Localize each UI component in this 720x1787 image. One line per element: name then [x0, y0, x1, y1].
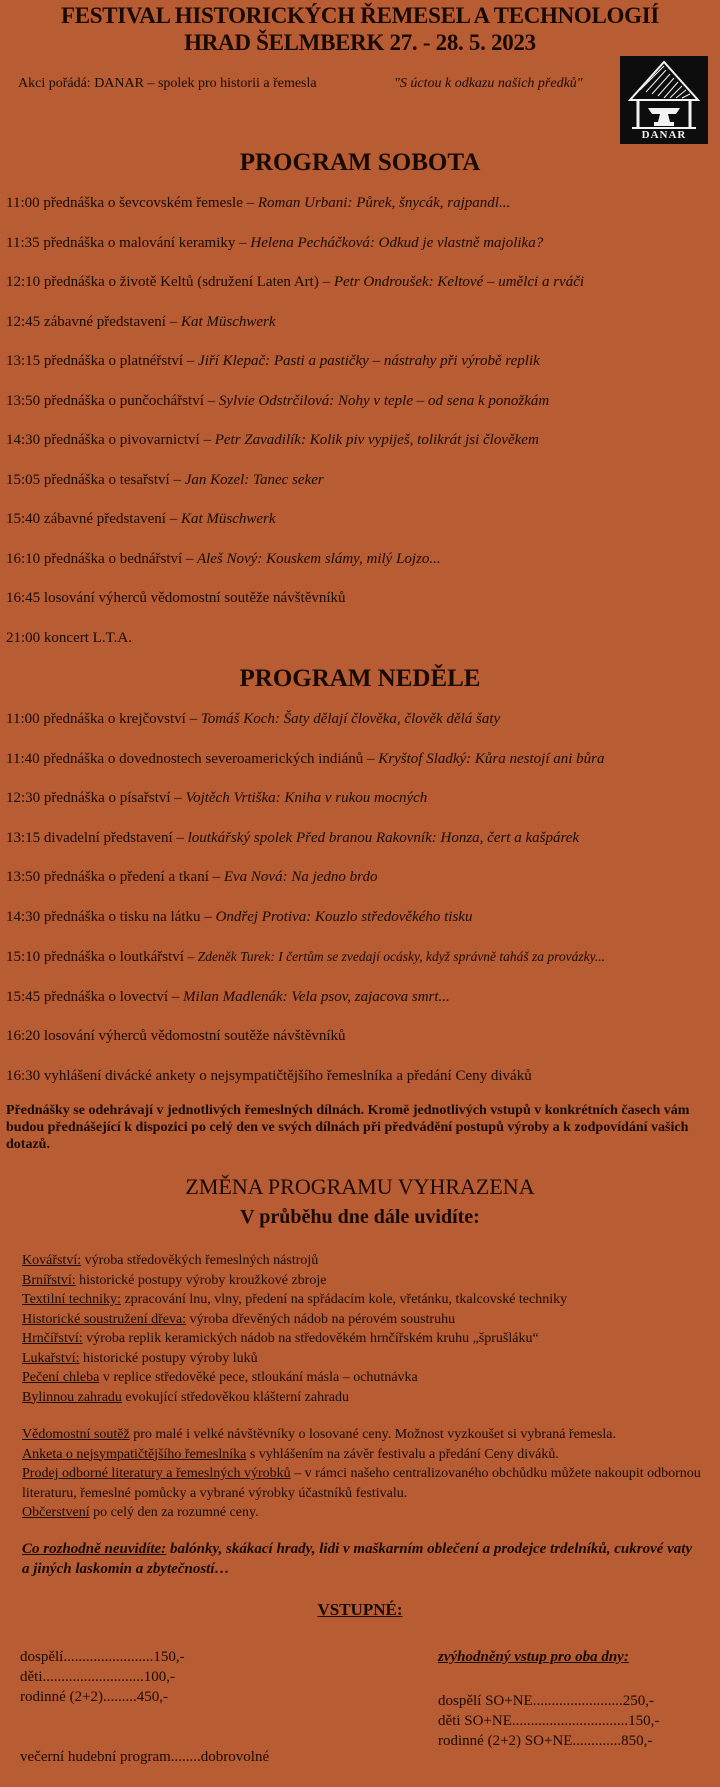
- program-event: přednáška o tisku na látku: [43, 908, 201, 925]
- workshop-note: Přednášky se odehrávají v jednotlivých řemeslných dílnách. Kromě jednotlivých vstupů v konkrétních časech vám budou přednášející k dispozici po celý den ve svých dílnách při předvádění postupů výroby a k zodpovídání vašich dotazů.: [6, 1103, 690, 1152]
- program-item: [6, 1057, 714, 1097]
- program-event: zábavné představení: [43, 313, 166, 330]
- program-time: 15:10: [6, 949, 41, 965]
- program-event: přednáška o malování keramiky: [43, 234, 236, 251]
- price-child: děti...........................100,-: [20, 1668, 175, 1685]
- program-event: přednáška o pivovarnictví: [43, 432, 200, 448]
- crafts-item-name: Textilní techniky:: [22, 1292, 121, 1307]
- extras-item-name: Občerstvení: [22, 1505, 90, 1520]
- program-item: [6, 740, 714, 780]
- program-time: 16:20: [6, 1028, 41, 1044]
- program-speaker: – Sylvie Odstrčilová: Nohy v teple – od sena k ponožkám: [207, 392, 550, 409]
- combo-title: zvýhodněný vstup pro oba dny:: [438, 1648, 629, 1665]
- sunday-program-list: [6, 700, 714, 1096]
- crafts-item: [22, 1388, 714, 1408]
- crafts-item-name: Bylinnou zahradu: [22, 1389, 122, 1405]
- program-time: 11:35: [6, 234, 40, 251]
- crafts-item-name: Brnířství:: [22, 1272, 76, 1288]
- program-item: [6, 978, 714, 1018]
- program-speaker: – Vojtěch Vrtiška: Kniha v rukou mocných: [174, 790, 428, 806]
- program-item: [6, 898, 714, 938]
- program-time: 16:30: [6, 1067, 41, 1084]
- extras-item: [22, 1464, 714, 1503]
- program-event: přednáška o životě Keltů (sdružení Laten Art): [43, 274, 319, 290]
- program-time: 14:30: [6, 432, 41, 448]
- program-time: 15:45: [6, 988, 41, 1005]
- program-speaker: – Eva Nová: Na jedno brdo: [212, 869, 378, 885]
- program-event: přednáška o platnéřství: [43, 353, 184, 369]
- program-time: 13:15: [6, 829, 41, 846]
- program-event: přednáška o bednářství: [43, 550, 183, 567]
- combo-prices: [438, 1647, 659, 1751]
- program-time: 12:30: [6, 790, 41, 806]
- not-see-lead: Co rozhodně neuvidíte:: [22, 1540, 167, 1557]
- program-item: [6, 303, 714, 343]
- crafts-item: [22, 1271, 714, 1291]
- crafts-item-desc: zpracování lnu, vlny, předení na spřádacím kole, vřetánku, tkalcovské techniky: [120, 1292, 568, 1307]
- program-item: [6, 700, 714, 740]
- program-item: [6, 579, 714, 619]
- program-time: 21:00: [6, 629, 41, 646]
- program-event: koncert L.T.A.: [43, 629, 132, 646]
- program-event: přednáška o punčochářství: [43, 392, 204, 409]
- festival-title: FESTIVAL HISTORICKÝCH ŘEMESEL A TECHNOLOGIÍ: [60, 3, 660, 28]
- program-item: [6, 1017, 714, 1057]
- program-time: 12:45: [6, 313, 41, 330]
- program-speaker: – Zdeněk Turek: I čertům se zvedají ocásky, když správně taháš za provázky...: [187, 949, 606, 964]
- program-speaker: – Kryštof Sladký: Kůra nestojí ani bůra: [367, 750, 605, 767]
- program-time: 15:05: [6, 471, 41, 488]
- crafts-item-desc: výroba replik keramických nádob na středověkém hrnčířském kruhu „šprušláku“: [82, 1331, 539, 1346]
- price-evening: večerní hudební program........dobrovolné: [20, 1748, 270, 1765]
- program-event: divadelní představení –: [43, 829, 184, 846]
- crafts-item-desc: výroba středověkých řemeslných nástrojů: [81, 1253, 319, 1268]
- program-speaker: – Kat Müschwerk: [169, 511, 276, 527]
- program-speaker: – Petr Ondroušek: Keltové – umělci a rváči: [322, 274, 585, 290]
- saturday-heading: PROGRAM SOBOTA: [239, 149, 481, 176]
- program-item: [6, 500, 714, 540]
- crafts-item-name: Hrnčířství:: [22, 1331, 83, 1346]
- organizer-text: Akci pořádá: DANAR – spolek pro historii a řemesla: [18, 76, 317, 91]
- program-speaker: – Jan Kozel: Tanec seker: [173, 471, 324, 488]
- festival-subtitle: HRAD ŠELMBERK 27. - 28. 5. 2023: [184, 30, 536, 55]
- crafts-item-name: Historické soustružení dřeva:: [22, 1311, 187, 1327]
- program-item: [6, 461, 714, 501]
- crafts-item-name: Pečení chleba: [22, 1370, 100, 1385]
- crafts-item-desc: historické postupy výroby luků: [79, 1350, 258, 1366]
- extras-list: [6, 1425, 714, 1523]
- program-event: přednáška o tesařství: [43, 471, 170, 488]
- crafts-item: [22, 1329, 714, 1349]
- program-event: přednáška o krejčovství: [43, 711, 186, 727]
- extras-item-desc: – v rámci našeho centralizovaného obchůdku můžete nakoupit odbornou literaturu, řemeslné pomůcky a vybrané výrobky účastníků festivalu.: [22, 1466, 701, 1501]
- also-see-heading: V průběhu dne dále uvidíte:: [240, 1206, 480, 1228]
- program-speaker: – Jiří Klepač: Pasti a pastičky – nástrahy při výrobě replik: [186, 353, 540, 369]
- crafts-item: [22, 1290, 714, 1310]
- crafts-item-name: Lukařství:: [22, 1350, 80, 1366]
- program-item: [6, 184, 714, 224]
- craft-list: [6, 1251, 714, 1407]
- extras-item: [22, 1503, 714, 1523]
- program-time: 11:00: [6, 195, 40, 211]
- crafts-item: [22, 1349, 714, 1369]
- program-event: přednáška o písařství: [43, 790, 171, 806]
- program-time: 16:45: [6, 590, 41, 606]
- program-event: přednáška o loutkářství: [43, 949, 184, 965]
- program-event: přednáška o lovectví: [43, 988, 169, 1005]
- program-item: [6, 858, 714, 898]
- organizer-row: [6, 56, 714, 144]
- program-time: 11:40: [6, 750, 40, 767]
- program-item: [6, 382, 714, 422]
- program-item: [6, 263, 714, 303]
- program-time: 13:50: [6, 869, 41, 885]
- program-speaker: – Kat Müschwerk: [169, 313, 276, 330]
- program-speaker: – Helena Pecháčková: Odkud je vlastně majolika?: [239, 234, 544, 251]
- not-see-paragraph: [22, 1539, 714, 1579]
- crafts-item: [22, 1251, 714, 1271]
- danar-logo: [620, 56, 708, 144]
- program-speaker: – Roman Urbani: Půrek, šnycák, rajpandl...: [246, 195, 511, 211]
- program-change-notice: ZMĚNA PROGRAMU VYHRAZENA: [185, 1174, 535, 1199]
- program-event: losování výherců vědomostní soutěže návštěvníků: [43, 1028, 346, 1044]
- extras-item-name: Anketa o nejsympatičtějšího řemeslníka: [22, 1446, 247, 1462]
- extras-item: [22, 1445, 714, 1465]
- program-event: zábavné představení: [43, 511, 166, 527]
- crafts-item: [22, 1310, 714, 1330]
- extras-item-name: Vědomostní soutěž: [22, 1427, 130, 1442]
- program-item: [6, 619, 714, 659]
- single-day-prices: [20, 1647, 269, 1767]
- sunday-heading: PROGRAM NEDĚLE: [239, 665, 481, 692]
- extras-item-desc: s vyhlášením na závěr festivalu a předání Ceny diváků.: [246, 1446, 559, 1462]
- crafts-item-desc: v replice středověké pece, stloukání másla – ochutnávka: [99, 1370, 418, 1385]
- crafts-item-desc: historické postupy výroby kroužkové zbroje: [75, 1272, 327, 1288]
- program-item: [6, 342, 714, 382]
- program-speaker: – Petr Zavadilík: Kolik piv vypiješ, tolikrát jsi člověkem: [203, 432, 539, 448]
- program-event: přednáška o ševcovském řemesle: [43, 195, 243, 211]
- price-adult: dospělí........................150,-: [20, 1648, 185, 1665]
- extras-item-name: Prodej odborné literatury a řemeslných výrobků: [22, 1466, 291, 1481]
- program-event: přednáška o dovednostech severoamerických indiánů: [43, 750, 364, 767]
- not-see-text: balónky, skákací hrady, lidi v maškarním oblečení a prodejce trdelníků, cukrové vaty a jiných laskomin a zbytečností…: [22, 1540, 693, 1577]
- program-time: 16:10: [6, 550, 41, 567]
- crafts-item-desc: evokující středověkou klášterní zahradu: [121, 1389, 349, 1405]
- program-item: [6, 421, 714, 461]
- crafts-item-desc: výroba dřevěných nádob na pérovém soustruhu: [186, 1311, 456, 1327]
- program-speaker: – Ondřej Protiva: Kouzlo středověkého tisku: [204, 908, 473, 925]
- program-speaker: – Milan Madlenák: Vela psov, zajacova smrt...: [171, 988, 450, 1005]
- saturday-program-list: [6, 184, 714, 658]
- price-family: rodinné (2+2).........450,-: [20, 1688, 169, 1705]
- program-item: [6, 779, 714, 819]
- program-item: [6, 224, 714, 264]
- combo-price-adult: dospělí SO+NE........................250,-: [438, 1692, 654, 1709]
- crafts-item: [22, 1368, 714, 1388]
- extras-item-desc: po celý den za rozumné ceny.: [89, 1505, 259, 1520]
- program-speaker: – Tomáš Koch: Šaty dělají člověka, člověk dělá šaty: [189, 711, 501, 727]
- logo-text: DANAR: [641, 129, 687, 141]
- program-event: vyhlášení divácké ankety o nejsympatičtějšího řemeslníka a předání Ceny diváků: [43, 1067, 532, 1084]
- program-item: [6, 540, 714, 580]
- program-speaker: loutkářský spolek Před branou Rakovník: Honza, čert a kašpárek: [187, 829, 580, 846]
- program-time: 11:00: [6, 711, 40, 727]
- combo-price-family: rodinné (2+2) SO+NE.............850,-: [438, 1732, 653, 1749]
- program-time: 13:50: [6, 392, 41, 409]
- admission-prices: [6, 1637, 714, 1787]
- extras-item: [22, 1425, 714, 1445]
- program-time: 15:40: [6, 511, 41, 527]
- motto-text: "S úctou k odkazu našich předků": [394, 76, 583, 91]
- program-time: 12:10: [6, 274, 41, 290]
- crafts-item-name: Kovářství:: [22, 1253, 82, 1268]
- combo-price-child: děti SO+NE...............................150,-: [438, 1712, 660, 1729]
- program-time: 14:30: [6, 908, 41, 925]
- program-event: losování výherců vědomostní soutěže návštěvníků: [43, 590, 346, 606]
- program-speaker: – Aleš Nový: Kouskem slámy, milý Lojzo...: [185, 550, 441, 567]
- program-item: [6, 819, 714, 859]
- program-event: přednáška o předení a tkaní: [43, 869, 209, 885]
- admission-title: VSTUPNÉ:: [317, 1599, 403, 1619]
- program-item: [6, 937, 714, 978]
- program-time: 13:15: [6, 353, 41, 369]
- extras-item-desc: pro malé i velké návštěvníky o losované ceny. Možnost vyzkoušet si vybraná řemesla.: [129, 1427, 616, 1442]
